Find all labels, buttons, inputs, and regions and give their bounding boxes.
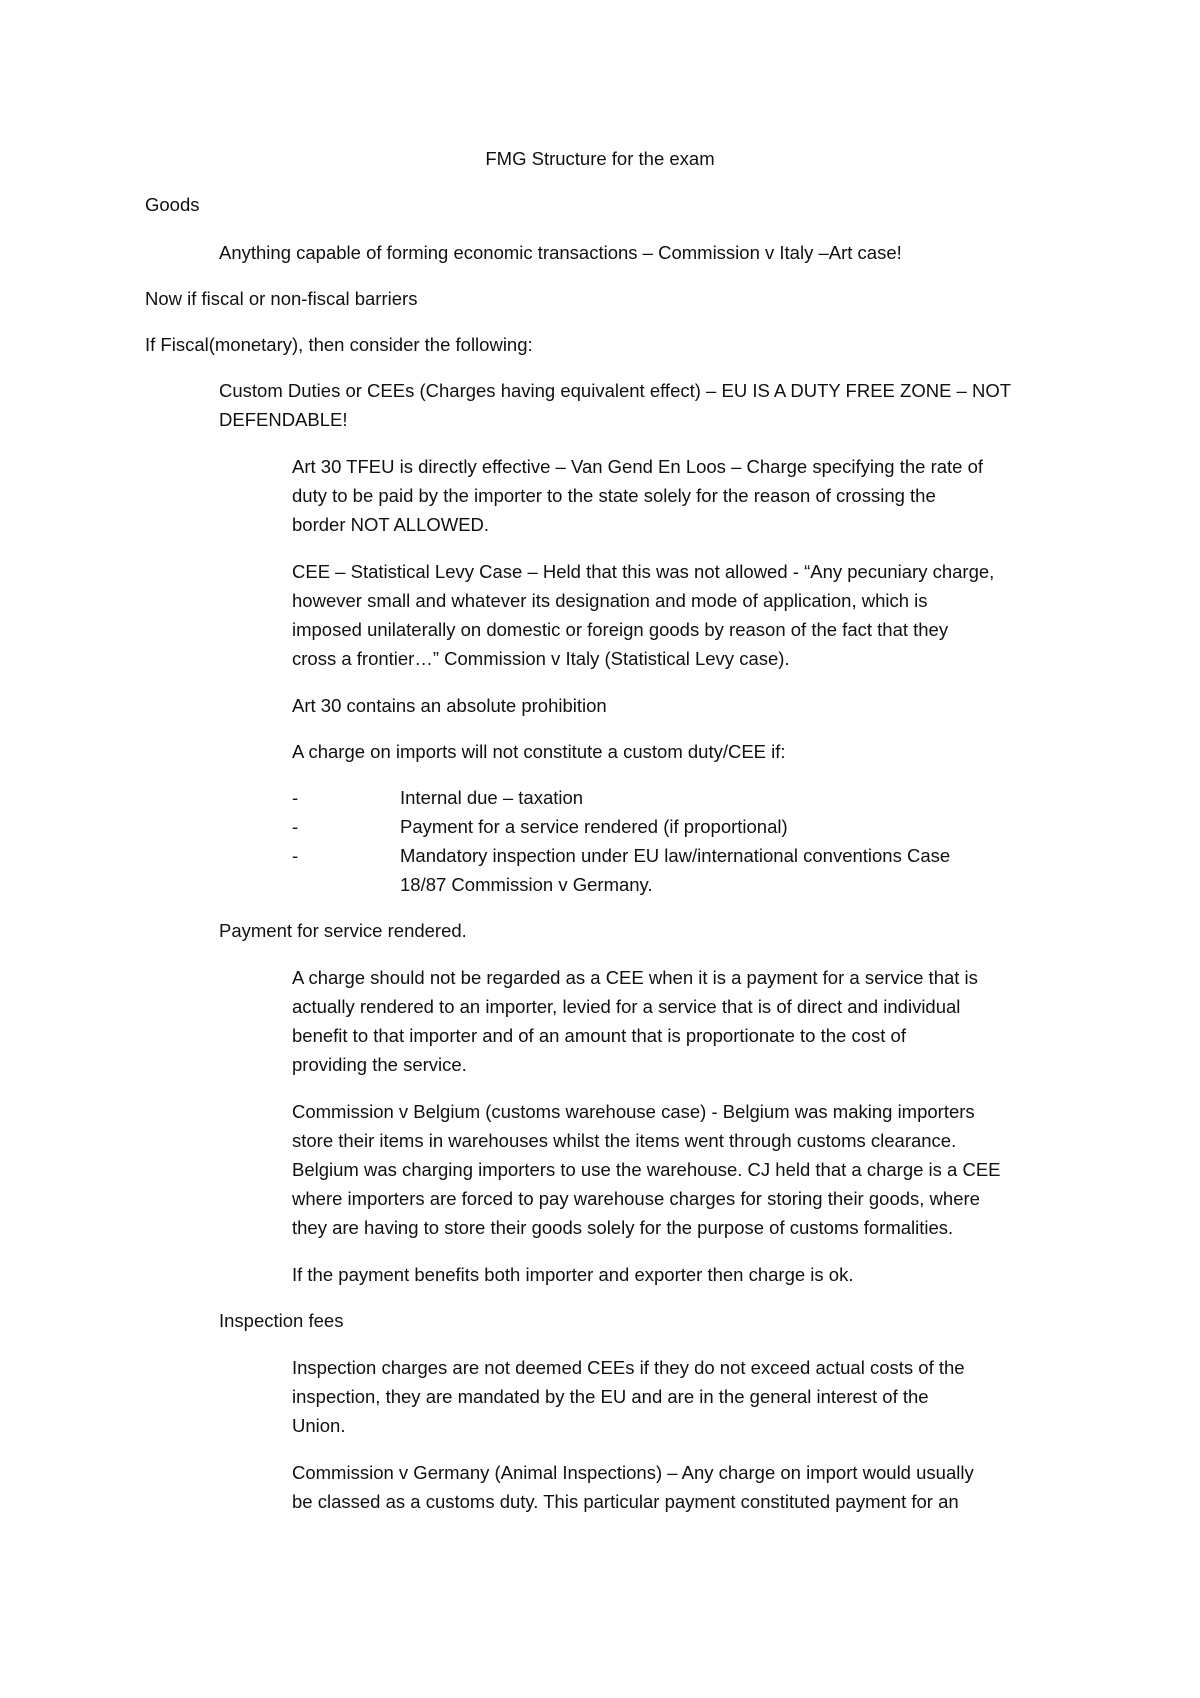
payment-heading: Payment for service rendered.: [219, 920, 467, 941]
payment-para-line-3: benefit to that importer and of an amount that is proportionate to the cost of: [292, 1025, 906, 1046]
benefits-line: If the payment benefits both importer and exporter then charge is ok.: [292, 1264, 854, 1285]
page-title: FMG Structure for the exam: [485, 148, 715, 169]
bullet-marker: -: [292, 816, 299, 837]
inspection-para-line-1: Inspection charges are not deemed CEEs if they do not exceed actual costs of the: [292, 1357, 965, 1378]
barriers-line: Now if fiscal or non-fiscal barriers: [145, 288, 418, 309]
art30-line-2: duty to be paid by the importer to the state solely for the reason of crossing the: [292, 485, 936, 506]
goods-heading: Goods: [145, 194, 200, 215]
not-constitute-line: A charge on imports will not constitute a custom duty/CEE if:: [292, 741, 786, 762]
inspection-para-line-2: inspection, they are mandated by the EU and are in the general interest of the: [292, 1386, 929, 1407]
custom-duties-line-1: Custom Duties or CEEs (Charges having equivalent effect) – EU IS A DUTY FREE ZONE – NOT: [219, 380, 1012, 401]
belgium-para-line-4: where importers are forced to pay warehouse charges for storing their goods, where: [292, 1188, 980, 1209]
belgium-para-line-2: store their items in warehouses whilst the items went through customs clearance.: [292, 1130, 957, 1151]
cee-line-4: cross a frontier…” Commission v Italy (Statistical Levy case).: [292, 648, 790, 669]
payment-para-line-2: actually rendered to an importer, levied for a service that is of direct and individual: [292, 996, 961, 1017]
payment-para-line-4: providing the service.: [292, 1054, 467, 1075]
bullet-item-2: Payment for a service rendered (if proportional): [400, 816, 788, 837]
bullet-marker: -: [292, 787, 299, 808]
germany-para-line-1: Commission v Germany (Animal Inspections) – Any charge on import would usually: [292, 1462, 974, 1483]
belgium-para-line-5: they are having to store their goods solely for the purpose of customs formalities.: [292, 1217, 954, 1238]
custom-duties-line-2: DEFENDABLE!: [219, 409, 348, 430]
belgium-para-line-3: Belgium was charging importers to use the warehouse. CJ held that a charge is a CEE: [292, 1159, 1001, 1180]
inspection-para-line-3: Union.: [292, 1415, 346, 1436]
germany-para-line-2: be classed as a customs duty. This particular payment constituted payment for an: [292, 1491, 959, 1512]
cee-line-3: imposed unilaterally on domestic or foreign goods by reason of the fact that they: [292, 619, 949, 640]
inspection-heading: Inspection fees: [219, 1310, 344, 1331]
cee-line-1: CEE – Statistical Levy Case – Held that this was not allowed - “Any pecuniary charge,: [292, 561, 995, 582]
bullet-item-1: Internal due – taxation: [400, 787, 584, 808]
bullet-item-3-line-2: 18/87 Commission v Germany.: [400, 874, 653, 895]
art30-line-3: border NOT ALLOWED.: [292, 514, 490, 535]
fiscal-line: If Fiscal(monetary), then consider the following:: [145, 334, 533, 355]
art30-line-1: Art 30 TFEU is directly effective – Van Gend En Loos – Charge specifying the rate of: [292, 456, 984, 477]
absolute-prohibition: Art 30 contains an absolute prohibition: [292, 695, 607, 716]
bullet-marker: -: [292, 845, 299, 866]
goods-definition: Anything capable of forming economic transactions – Commission v Italy –Art case!: [219, 242, 902, 263]
bullet-item-3-line-1: Mandatory inspection under EU law/international conventions Case: [400, 845, 951, 866]
payment-para-line-1: A charge should not be regarded as a CEE when it is a payment for a service that is: [292, 967, 978, 988]
belgium-para-line-1: Commission v Belgium (customs warehouse case) - Belgium was making importers: [292, 1101, 975, 1122]
cee-line-2: however small and whatever its designation and mode of application, which is: [292, 590, 928, 611]
